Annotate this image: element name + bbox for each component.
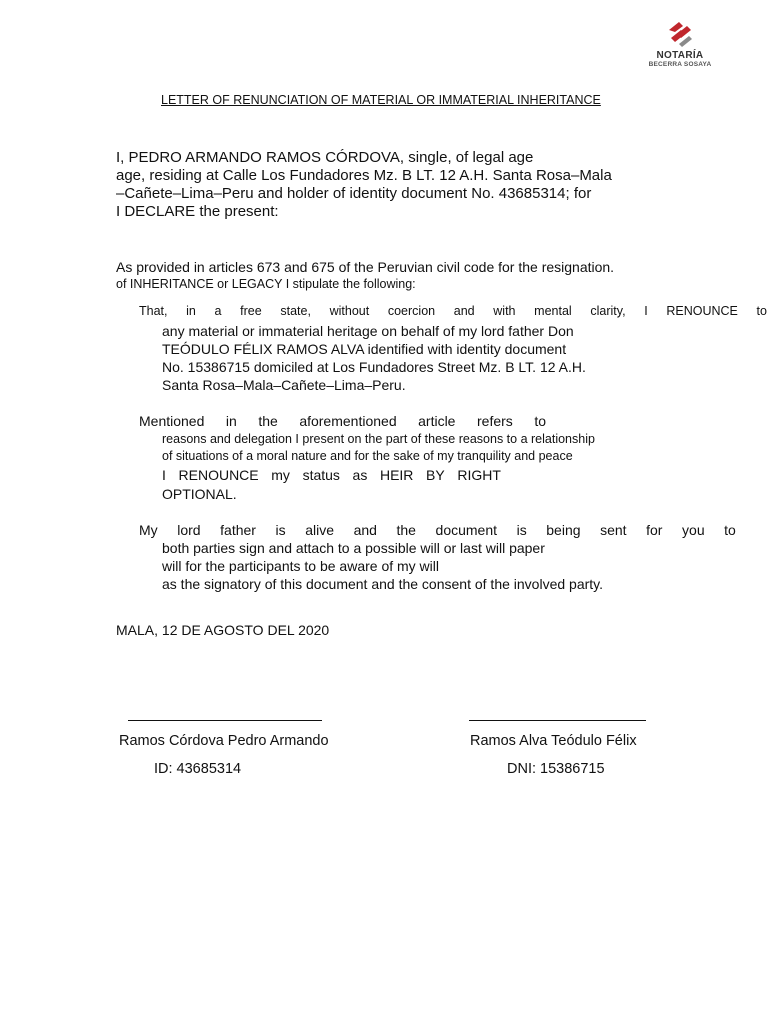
- signatory-name-left: Ramos Córdova Pedro Armando: [119, 733, 329, 749]
- signatory-name-right: Ramos Alva Teódulo Félix: [470, 733, 637, 749]
- signature-line-left: [128, 720, 322, 721]
- declaration-line: I DECLARE the present:: [116, 203, 279, 220]
- clause-1-first-line: That, in a free state, without coercion and with mental clarity, I RENOUNCE to: [139, 304, 767, 318]
- clause-2-line: of situations of a moral nature and for the sake of my tranquility and peace: [162, 449, 573, 463]
- clause-1-line: any material or immaterial heritage on behalf of my lord father Don: [162, 323, 574, 339]
- clause-3-first-line: My lord father is alive and the document is being sent for you to: [139, 522, 736, 538]
- provided-line: of INHERITANCE or LEGACY I stipulate the following:: [116, 277, 416, 291]
- clause-3-line: both parties sign and attach to a possible will or last will paper: [162, 540, 545, 556]
- declaration-line: –Cañete–Lima–Peru and holder of identity document No. 43685314; for: [116, 185, 592, 202]
- declaration-line: age, residing at Calle Los Fundadores Mz. B LT. 12 A.H. Santa Rosa–Mala: [116, 167, 612, 184]
- provided-line: As provided in articles 673 and 675 of the Peruvian civil code for the resignation.: [116, 259, 615, 275]
- declaration-line: I, PEDRO ARMANDO RAMOS CÓRDOVA, single, of legal age: [116, 149, 534, 166]
- clause-1-line: TEÓDULO FÉLIX RAMOS ALVA identified with identity document: [162, 341, 567, 357]
- clause-1-line: No. 15386715 domiciled at Los Fundadores Street Mz. B LT. 12 A.H.: [162, 359, 586, 375]
- notary-emblem-icon: [665, 20, 695, 48]
- notary-subname: BECERRA SOSAYA: [648, 61, 712, 68]
- document-title: LETTER OF RENUNCIATION OF MATERIAL OR IMMATERIAL INHERITANCE: [161, 93, 601, 107]
- clause-1-line: Santa Rosa–Mala–Cañete–Lima–Peru.: [162, 377, 406, 393]
- clause-2-line: reasons and delegation I present on the part of these reasons to a relationship: [162, 432, 595, 446]
- clause-2-first-line: Mentioned in the aforementioned article refers to: [139, 413, 546, 429]
- place-date: MALA, 12 DE AGOSTO DEL 2020: [116, 622, 330, 638]
- signatory-id-left: ID: 43685314: [154, 761, 242, 777]
- signatory-id-right: DNI: 15386715: [507, 761, 605, 777]
- clause-3-line: will for the participants to be aware of my will: [162, 558, 439, 574]
- notary-name: NOTARÍA: [656, 50, 704, 61]
- clause-3-line: as the signatory of this document and the consent of the involved party.: [162, 576, 604, 592]
- clause-2-line: OPTIONAL.: [162, 486, 237, 502]
- clause-2-line: I RENOUNCE my status as HEIR BY RIGHT: [162, 467, 501, 483]
- signature-line-right: [469, 720, 646, 721]
- notary-logo: [628, 20, 732, 70]
